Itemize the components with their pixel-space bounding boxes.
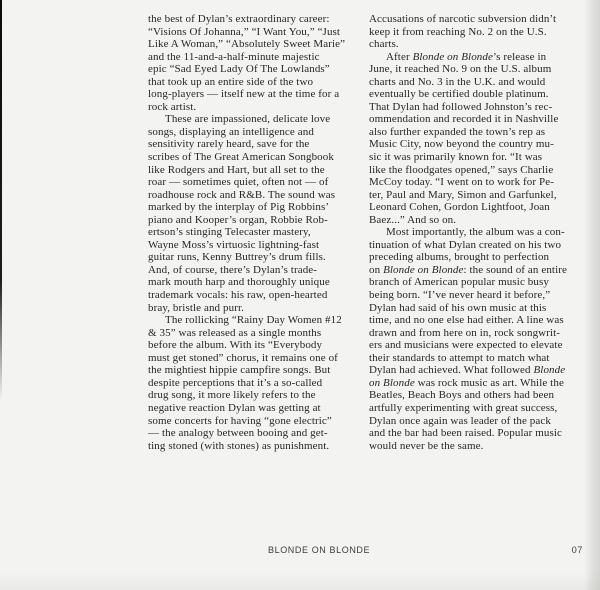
text-line: ommendation and recorded it in Nashville xyxy=(369,113,559,126)
text-line: eventually be certified double platinum. xyxy=(369,88,549,101)
album-title: BLONDE ON BLONDE xyxy=(268,545,371,555)
text-line: & 35” was released as a single months xyxy=(148,326,322,339)
text-line: mark mouth harp and thoroughly unique xyxy=(148,276,330,289)
text-line: some concerts for having “gone electric” xyxy=(148,414,332,427)
text-line: Dylan had achieved. What followed Blonde xyxy=(369,364,566,377)
text-line: preceding albums, brought to perfection xyxy=(369,251,550,264)
text-line: McCoy today. “I went on to work for Pe- xyxy=(369,176,554,189)
text-line: ting stoned (with stones) as punishment. xyxy=(148,439,330,452)
text-line: That Dylan had followed Johnston’s rec- xyxy=(369,100,553,113)
text-line: like the floodgates opened,” says Charlie xyxy=(369,163,554,176)
text-line: despite perceptions that it’s a so-called xyxy=(148,376,323,389)
text-line: sensitivity rarely heard, save for the xyxy=(148,138,310,151)
page-footer xyxy=(268,545,583,556)
text-line: and the 11-and-a-half-minute majestic xyxy=(148,50,320,63)
text-line: After Blonde on Blonde’s release in xyxy=(386,50,547,63)
text-line: — the analogy between booing and get- xyxy=(148,427,328,440)
text-line: on Blonde on Blonde: the sound of an entire xyxy=(369,263,567,276)
text-line: Leonard Cohen, Gordon Lightfoot, Joan xyxy=(369,201,550,214)
text-line: and the bar had been raised. Popular music xyxy=(369,427,562,440)
text-line: keep it from reaching No. 2 on the U.S. xyxy=(369,25,547,38)
text-line: And, of course, there’s Dylan’s trade- xyxy=(148,263,318,276)
text-line: tinuation of what Dylan created on his two xyxy=(369,238,562,251)
text-line: time, and no one else had either. A line was xyxy=(369,314,564,327)
text-line: ertson’s stinging Telecaster mastery, xyxy=(148,226,311,239)
text-column-left xyxy=(148,13,360,452)
text-line: songs, displaying an intelligence and xyxy=(148,125,314,138)
page-number: 07 xyxy=(571,545,583,555)
text-line: being born. “I’ve never heard it before,” xyxy=(369,289,551,302)
text-line: on Blonde was rock music as art. While the xyxy=(369,376,564,389)
text-column-right xyxy=(369,13,600,452)
page-bottom-shadow xyxy=(0,572,600,590)
text-line: Most importantly, the album was a con- xyxy=(386,226,565,239)
text-line: scribes of The Great American Songbook xyxy=(148,151,334,164)
text-line: before the album. With its “Everybody xyxy=(148,339,323,352)
text-line: negative reaction Dylan was getting at xyxy=(148,401,321,414)
text-line: epic “Sad Eyed Lady Of The Lowlands” xyxy=(148,63,330,76)
text-line: Dylan once again was leader of the pack xyxy=(369,414,551,427)
text-line: bray, bristle and purr. xyxy=(148,301,244,314)
text-line: “Visions Of Johanna,” “I Want You,” “Just xyxy=(148,25,341,38)
text-line: June, it reached No. 9 on the U.S. album xyxy=(369,63,552,76)
page-left-edge-line xyxy=(0,0,2,400)
text-line: Wayne Moss’s virtuosic lightning-fast xyxy=(148,238,320,251)
text-line: drug song, it more likely refers to the xyxy=(148,389,316,402)
text-line: charts and No. 3 in the U.K. and would xyxy=(369,75,546,88)
text-line: trademark vocals: his raw, open-hearted xyxy=(148,289,328,302)
text-line: roadhouse rock and R&B. The sound was xyxy=(148,188,336,201)
text-line: branch of American popular music busy xyxy=(369,276,549,289)
text-line: the best of Dylan’s extraordinary career: xyxy=(148,13,330,25)
text-line: Like A Woman,” “Absolutely Sweet Marie” xyxy=(148,38,346,51)
text-line: Dylan had said of his own music at this xyxy=(369,301,547,314)
text-line: charts. xyxy=(369,38,399,51)
text-line: would never be the same. xyxy=(369,439,484,452)
text-line: the mightiest hippie campfire songs. But xyxy=(148,364,331,377)
text-line: Accusations of narcotic subversion didn’t xyxy=(369,13,557,25)
text-line: that took up an entire side of the two xyxy=(148,75,314,88)
text-line: rock artist. xyxy=(148,100,197,113)
text-line: their standards to attempt to match what xyxy=(369,351,550,364)
text-line: sic it was primarily known for. “It was xyxy=(369,151,543,164)
text-line: marked by the interplay of Pig Robbins’ xyxy=(148,201,330,214)
text-line: roar — sometimes quiet, often not — of xyxy=(148,176,329,189)
text-line: Baez...” And so on. xyxy=(369,213,457,226)
text-line: artfully experimenting with great success, xyxy=(369,401,558,414)
text-line: piano and Kooper’s organ, Robbie Rob- xyxy=(148,213,328,226)
text-line: These are impassioned, delicate love xyxy=(165,113,331,126)
text-line: guitar runs, Kenny Buttrey’s drum fills. xyxy=(148,251,326,264)
text-line: drawn and from here on in, rock songwrit- xyxy=(369,326,561,339)
text-line: The rollicking “Rainy Day Women #12 xyxy=(165,314,342,327)
text-line: also further expanded the town’s rep as xyxy=(369,125,546,138)
text-line: long-players — itself new at the time for a xyxy=(148,88,340,101)
text-line: Music City, now beyond the country mu- xyxy=(369,138,554,151)
text-line: ers and musicians were expected to elevate xyxy=(369,339,563,352)
text-line: Beatles, Beach Boys and others had been xyxy=(369,389,555,402)
text-line: like Rodgers and Hart, but all set to the xyxy=(148,163,325,176)
text-line: must get stoned” chorus, it remains one of xyxy=(148,351,338,364)
text-line: ter, Paul and Mary, Simon and Garfunkel, xyxy=(369,188,557,201)
